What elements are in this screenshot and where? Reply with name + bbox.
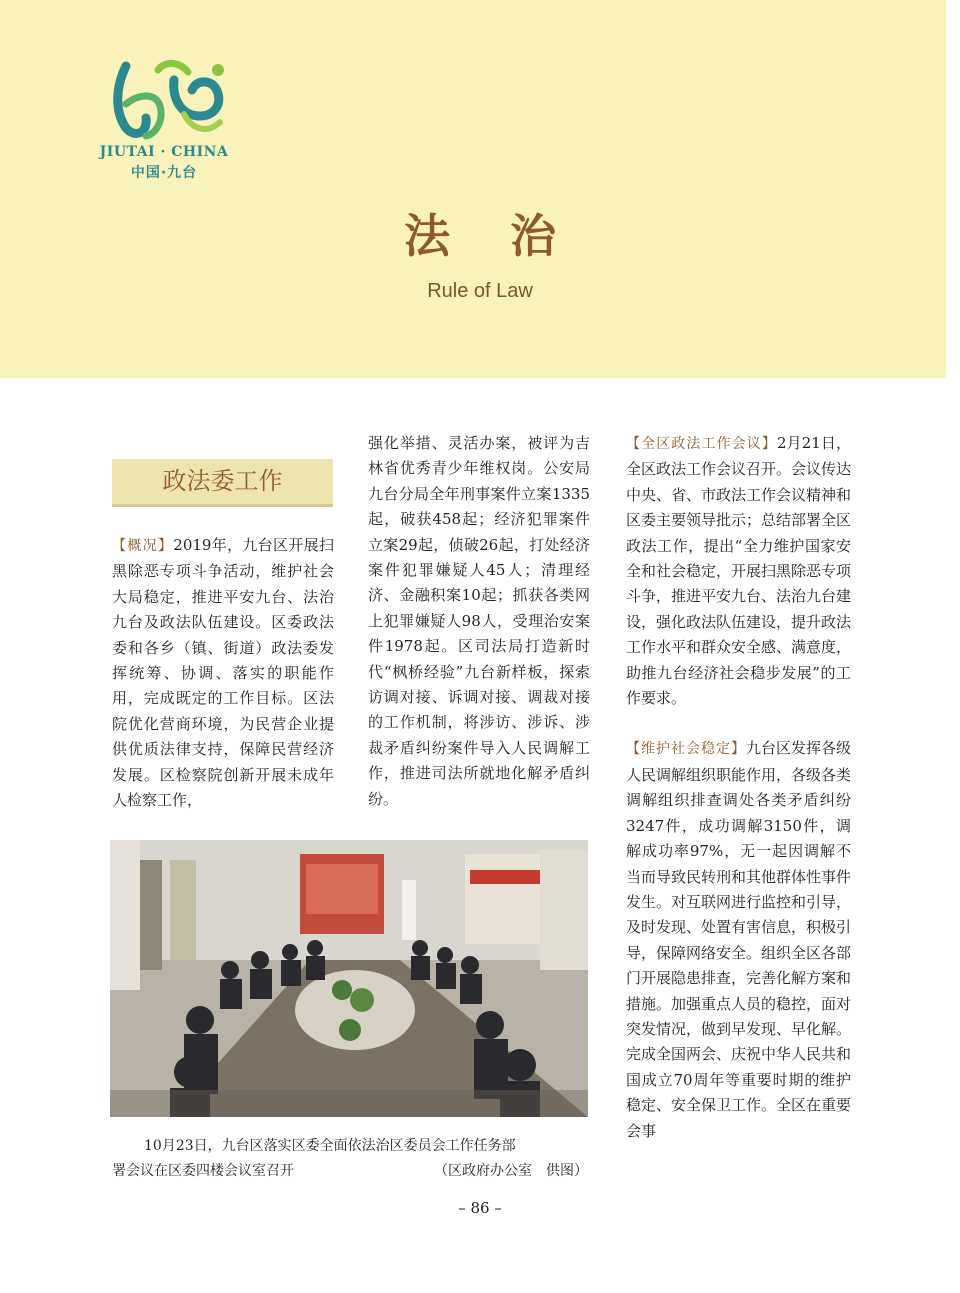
stability-text: 九台区发挥各级人民调解组织职能作用，各级各类调解组织排查调处各类矛盾纠纷3247件，成功调解3150件，调解成功率97%，无一起因调解不当而导致民转刑和其他群体性事件发生。对互联网进行监控和引导，及时发现、处置有害信息，积极引导，保障网络安全。组织全区各部门开展隐患排查，完善化解方案和措施。加强重点人员的稳控，面对突发情况，做到早发现、早化解。完成全国两会、庆祝中华人民共和国成立70周年等重要时期的维护稳定、安全保卫工作。全区在重要会事 [626, 739, 852, 1140]
page-number: – 86 – [458, 1199, 502, 1217]
logo-english-text: JIUTAI · CHINA [99, 144, 229, 160]
header-banner [0, 0, 946, 378]
jiutai-logo [96, 56, 232, 186]
caption-line-2: 署会议在区委四楼会议室召开 [112, 1163, 294, 1179]
chapter-title-chinese: 法治 [404, 209, 616, 263]
caption-line-1: 10月23日，九台区落实区委全面依法治区委员会工作任务部 [144, 1138, 516, 1154]
caption-line-2-row [112, 1159, 588, 1184]
jiutai-logo-icon [96, 56, 232, 146]
text-column-3 [626, 431, 851, 1144]
conference-paragraph [626, 431, 851, 711]
continued-paragraph: 强化举措、灵活办案，被评为吉林省优秀青少年维权岗。公安局九台分局全年刑事案件立案1335起，破获458起；经济犯罪案件立案29起，侦破26起，打处经济案件犯罪嫌疑人45人；清理经济、金融积案10起；抓获各类网上犯罪嫌疑人98人，受理治安案件1978起。区司法局打造新时代“枫桥经验”九台新样板，探索访调对接、诉调对接、调裁对接的工作机制，将涉访、涉诉、涉裁矛盾纠纷案件导入人民调解工作，推进司法所就地化解矛盾纠纷。 [368, 434, 590, 808]
conference-tag: 【全区政法工作会议】 [626, 436, 777, 452]
section-heading: 政法委工作 [112, 459, 333, 507]
text-column-1 [112, 533, 334, 813]
overview-text: 2019年，九台区开展扫黑除恶专项斗争活动，维护社会大局稳定，推进平安九台、法治九台及政法队伍建设。区委政法委和各乡（镇、街道）政法委发挥统筹、协调、落实的职能作用，完成既定的工作目标。区法院优化营商环境，为民营企业提供优质法律支持，保障民营经济发展。区检察院创新开展未成年人检察工作， [112, 536, 334, 810]
text-column-2 [368, 431, 590, 812]
photo-credit: （区政府办公室 供图） [434, 1163, 588, 1179]
meeting-photo-image [110, 840, 588, 1117]
chapter-title-english: Rule of Law [427, 280, 533, 302]
overview-tag: 【概况】 [112, 538, 174, 554]
stability-paragraph [626, 736, 851, 1144]
photo-caption [112, 1134, 588, 1184]
overview-paragraph [112, 533, 334, 813]
conference-text: 2月21日，全区政法工作会议召开。会议传达中央、省、市政法工作会议精神和区委主要领导批示；总结部署全区政法工作，提出“全力维护国家安全和社会稳定，开展扫黑除恶专项斗争，推进平安九台、法治九台建设，强化政法队伍建设，提升政法工作水平和群众安全感、满意度，助推九台经济社会稳步发展”的工作要求。 [626, 434, 852, 708]
meeting-photo [110, 840, 588, 1117]
logo-chinese-text: 中国·九台 [130, 165, 198, 181]
stability-tag: 【维护社会稳定】 [626, 741, 746, 758]
